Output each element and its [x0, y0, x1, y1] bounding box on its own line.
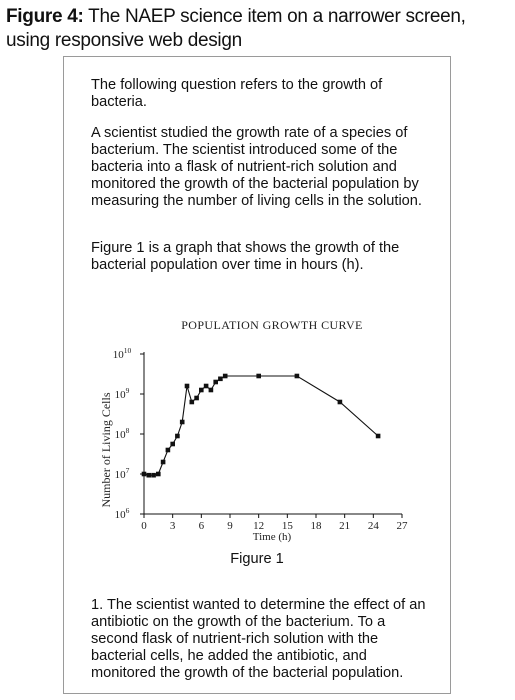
chart-x-tick-label: 21 — [339, 520, 351, 532]
chart-y-tick-label: $10^8$ — [114, 426, 130, 441]
chart-data-point — [175, 434, 180, 439]
chart-data-point — [156, 472, 161, 477]
chart-data-point — [142, 472, 147, 477]
chart-data-point — [185, 384, 190, 389]
chart-data-point — [213, 380, 218, 385]
growth-chart — [64, 312, 452, 577]
chart-y-tick-label: $10^9$ — [114, 386, 130, 401]
figure-1-label: Figure 1 — [230, 551, 284, 567]
chart-x-tick-label: 18 — [310, 520, 322, 532]
chart-x-tick-label: 24 — [367, 520, 379, 532]
chart-x-tick-label: 15 — [281, 520, 293, 532]
chart-y-axis-label: Number of Living Cells — [99, 392, 113, 508]
chart-data-point — [199, 388, 204, 393]
chart-data-point — [180, 420, 185, 425]
chart-data-point — [223, 374, 228, 379]
chart-y-tick-label: $10^6$ — [114, 506, 130, 521]
figure-caption-label: Figure 4: — [6, 6, 84, 27]
chart-data-point — [151, 473, 156, 478]
figure-caption-text: The NAEP science item on a narrower screen, using responsive web design — [6, 6, 466, 51]
question-text: 1. The scientist wanted to determine the effect of an antibiotic on the growth of the bacterium. To a second flask of nutrient-rich solution with the bacterial cells, he added the antibiotic, and monitored the growth of the bacterial population. — [91, 597, 426, 681]
chart-series-line — [144, 376, 378, 475]
item-stimulus-text: A scientist studied the growth rate of a species of bacterium. The scientist introduced some of the bacteria into a flask of nutrient-rich solution and monitored the growth of the bacterial population by measuring the number of living cells in the solution. — [91, 125, 422, 209]
chart-x-tick-label: 0 — [141, 520, 147, 532]
chart-data-point — [209, 388, 214, 393]
figure-caption — [6, 5, 511, 53]
chart-data-point — [190, 400, 195, 405]
figure-intro-text: Figure 1 is a graph that shows the growth of the bacterial population over time in hours (h). — [91, 240, 400, 273]
chart-data-point — [194, 396, 199, 401]
chart-y-tick-label: $10^{10}$ — [112, 346, 132, 361]
chart-data-point — [295, 374, 300, 379]
item-intro-text: The following question refers to the growth of bacteria. — [91, 77, 383, 110]
chart-data-point — [204, 384, 209, 389]
chart-data-point — [161, 460, 166, 465]
chart-series — [142, 374, 381, 478]
chart-data-point — [218, 377, 223, 382]
chart-data-point — [170, 442, 175, 447]
chart-x-tick-label: 27 — [396, 520, 408, 532]
chart-x-tick-label: 9 — [227, 520, 233, 532]
chart-x-axis-label: Time (h) — [252, 531, 292, 543]
chart-x-tick-label: 6 — [198, 520, 205, 532]
item-panel — [63, 56, 451, 694]
chart-x-tick-label: 12 — [253, 520, 265, 532]
chart-data-point — [166, 448, 171, 453]
chart-x-tick-label: 3 — [169, 520, 176, 532]
chart-title: POPULATION GROWTH CURVE — [181, 318, 363, 332]
growth-chart-svg — [64, 312, 452, 577]
chart-data-point — [376, 434, 381, 439]
chart-data-point — [147, 473, 152, 478]
chart-data-point — [338, 400, 343, 405]
chart-y-tick-label: $10^7$ — [114, 466, 130, 481]
chart-data-point — [256, 374, 261, 379]
